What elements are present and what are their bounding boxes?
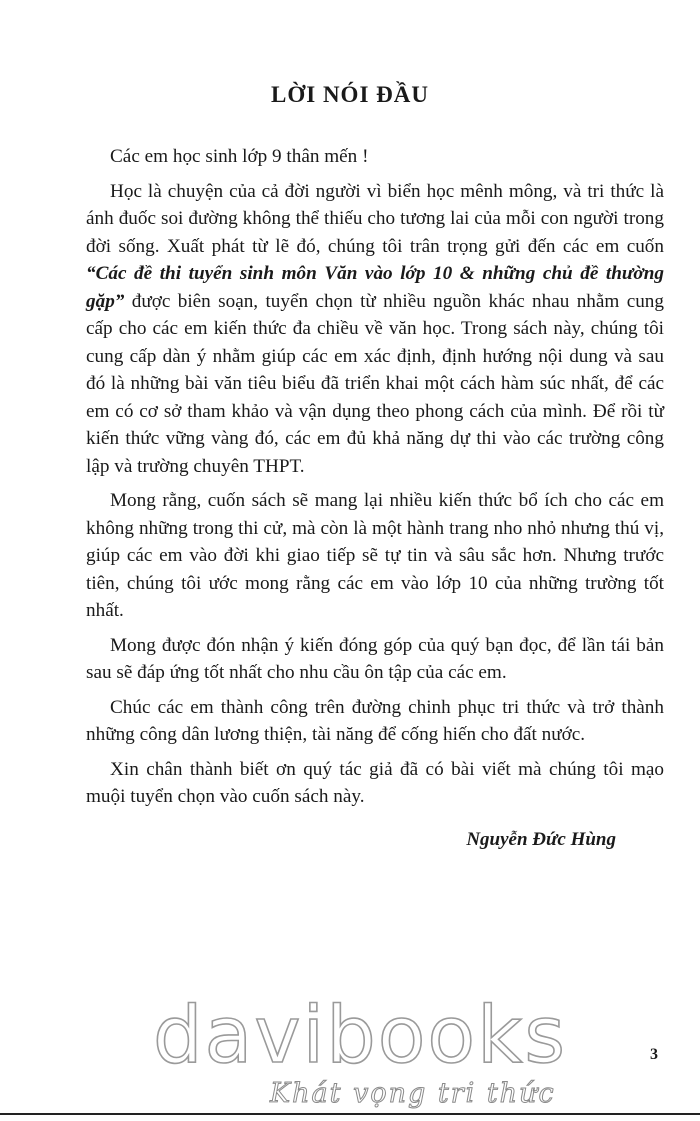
paragraph-intro-text-before: Học là chuyện của cả đời người vì biển học mênh mông, và tri thức là ánh đuốc soi đường không thể thiếu cho tương lai của mỗi con người trong đời sống. Xuất phát từ lẽ đó, chúng tôi trân trọng gửi đến các em cuốn <box>86 180 664 257</box>
preface-body <box>86 143 664 811</box>
watermark-tagline: Khát vọng tri thức <box>270 1078 556 1109</box>
watermark-logo: davibooks <box>153 991 567 1081</box>
watermark <box>150 991 570 1110</box>
paragraph-intro-text-after: được biên soạn, tuyển chọn từ nhiều nguồn khác nhau nhằm cung cấp cho các em kiến thức đa chiều về văn học. Trong sách này, chúng tôi cung cấp dàn ý nhằm giúp các em xác định, định hướng nội dung và sau đó là những bài văn tiêu biểu đã triển khai một cách hàm súc nhất, để các em có cơ sở tham khảo và vận dụng theo phong cách của mình. Để rồi từ kiến thức vững vàng đó, các em đủ khả năng dự thi vào các trường công lập và trường chuyên THPT. <box>86 290 664 477</box>
book-title: “Các đề thi tuyển sinh môn Văn vào lớp 10 & những chủ đề thường gặp” <box>86 263 664 312</box>
paragraph-thanks: Xin chân thành biết ơn quý tác giả đã có bài viết mà chúng tôi mạo muội tuyển chọn vào cuốn sách này. <box>86 758 664 807</box>
bottom-rule-divider <box>0 1113 700 1115</box>
paragraph-wishes: Chúc các em thành công trên đường chinh phục tri thức và trở thành những công dân lương thiện, tài năng để cống hiến cho đất nước. <box>86 696 664 745</box>
greeting-paragraph: Các em học sinh lớp 9 thân mến ! <box>110 146 369 167</box>
paragraph-hope: Mong rằng, cuốn sách sẽ mang lại nhiều kiến thức bổ ích cho các em không những trong thi cử, mà còn là một hành trang nho nhỏ nhưng thú vị, giúp các em vào đời khi giao tiếp sẽ tự tin và sâu sắc hơn. Nhưng trước tiên, chúng tôi ước mong rằng các em vào lớp 10 của những trường tốt nhất. <box>86 490 664 621</box>
page-number: 3 <box>650 1046 658 1063</box>
paragraph-feedback: Mong được đón nhận ý kiến đóng góp của quý bạn đọc, để lần tái bản sau sẽ đáp ứng tốt nhất cho nhu cầu ôn tập của các em. <box>86 634 664 683</box>
author-signature: Nguyễn Đức Hùng <box>466 829 616 850</box>
paragraph-intro <box>86 178 664 481</box>
page-title: LỜI NÓI ĐẦU <box>271 82 429 107</box>
